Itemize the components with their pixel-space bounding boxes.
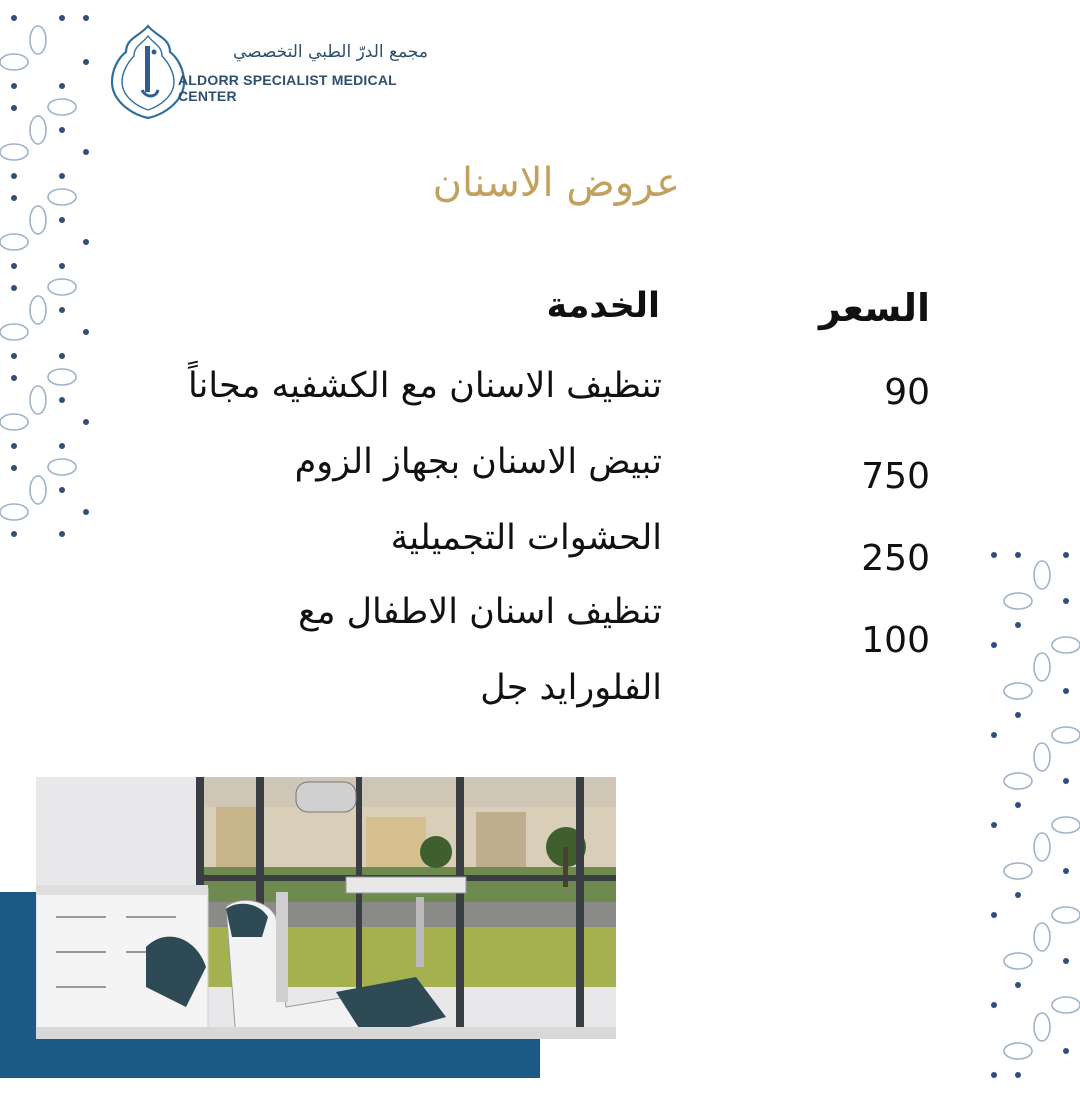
service-item: تنظيف اسنان الاطفال مع (298, 592, 662, 632)
service-item: الحشوات التجميلية (390, 518, 662, 558)
logo-emblem-icon (108, 22, 188, 122)
price-value: 100 (861, 620, 930, 661)
price-value: 90 (884, 372, 930, 413)
service-column-header: الخدمة (546, 286, 660, 326)
right-decorative-pattern (980, 545, 1080, 1085)
dental-clinic-photo (36, 777, 616, 1039)
service-item: تنظيف الاسنان مع الكشفيه مجاناً (187, 366, 662, 406)
price-value: 750 (861, 456, 930, 497)
service-item: تبيض الاسنان بجهاز الزوم (294, 442, 662, 482)
price-column-header: السعر (818, 286, 930, 330)
price-value: 250 (861, 538, 930, 579)
page-title: عروض الاسنان (432, 160, 680, 206)
service-item-continued: الفلورايد جل (480, 668, 662, 708)
logo-name-arabic: مجمع الدرّ الطبي التخصصي (232, 42, 428, 62)
logo-name-english: ALDORR SPECIALIST MEDICAL CENTER (178, 72, 397, 104)
